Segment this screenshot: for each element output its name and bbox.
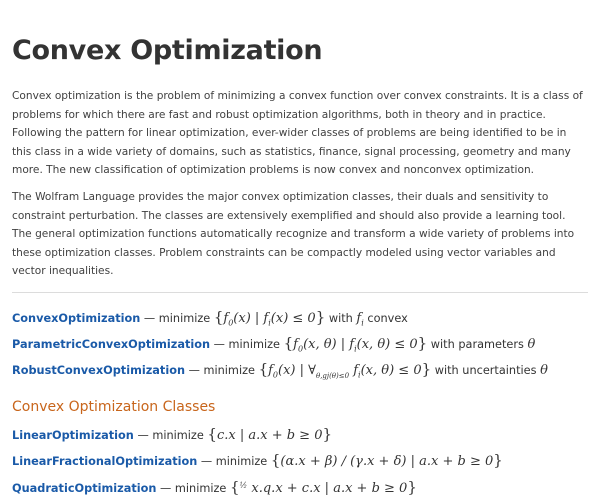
function-formula: {$f_0(x)$ | $\forall_{\theta,gj(\theta)\le 0}$ $f_i(x$, θ) ≤ 0}: [258, 359, 432, 380]
divider: [12, 292, 588, 293]
function-list: [12, 304, 588, 382]
function-suffix: with $f_i$ convex: [325, 310, 408, 328]
function-sep: — minimize: [140, 311, 214, 325]
function-sep: — minimize: [210, 337, 284, 351]
class-formula: {$^{\frac{1}{2}}$ x.q.x + c.x | a.x + b ≥ 0}: [229, 477, 417, 496]
robust-convex-optimization-link[interactable]: RobustConvexOptimization: [12, 363, 186, 377]
class-formula: {c.x | a.x + b ≥ 0}: [207, 424, 333, 443]
function-suffix: with uncertainties θ: [431, 362, 548, 378]
function-row-parametric: [12, 330, 588, 356]
quadratic-optimization-link[interactable]: QuadraticOptimization: [12, 481, 157, 495]
function-row-convex: [12, 304, 588, 330]
function-row-robust: [12, 356, 588, 382]
class-row-linear-fractional: [12, 447, 588, 473]
class-row-quadratic: [12, 473, 588, 499]
class-formula: {(α.x + β) / (γ.x + δ) | a.x + b ≥ 0}: [270, 450, 503, 469]
function-formula: {$f_0(x)$ | $f_i(x) \le 0$}: [213, 307, 326, 328]
class-row-linear: [12, 421, 588, 447]
parametric-convex-optimization-link[interactable]: ParametricConvexOptimization: [12, 337, 211, 351]
class-sep: — minimize: [133, 428, 208, 442]
class-list: [12, 421, 588, 499]
class-sep: — minimize: [156, 481, 230, 495]
class-sep: — minimize: [197, 454, 271, 468]
function-formula: {$f_0(x$, θ) | $f_i(x$, θ) ≤ 0}: [283, 333, 428, 354]
convex-optimization-link[interactable]: ConvexOptimization: [12, 311, 141, 325]
function-suffix: with parameters θ: [427, 336, 536, 352]
page-title: Convex Optimization: [12, 35, 323, 66]
section-heading: Convex Optimization Classes: [12, 398, 216, 415]
wolfram-paragraph: The Wolfram Language provides the major convex optimization classes, their duals and sensitivity to constraint perturbation. The classes are extensively exemplified and should also provide a learning tool. The general optimization functions automatically recognize and transform a wide variety of problems into these optimization classes. Problem constraints can be compactly modeled using vector variables and vector inequalities.: [12, 190, 575, 278]
function-sep: — minimize: [185, 363, 259, 377]
intro-paragraph: Convex optimization is the problem of minimizing a convex function over convex constraints. It is a class of problems for which there are fast and robust optimization algorithms, both in theory and in practice. Following the pattern for linear optimization, ever-wider classes of problems are being identified to be in this class in a wide variety of domains, such as statistics, finance, signal processing, geometry and many more. The new classification of optimization problems is now convex and nonconvex optimization.: [12, 90, 583, 177]
linear-optimization-link[interactable]: LinearOptimization: [12, 428, 134, 442]
linear-fractional-optimization-link[interactable]: LinearFractionalOptimization: [12, 454, 198, 468]
